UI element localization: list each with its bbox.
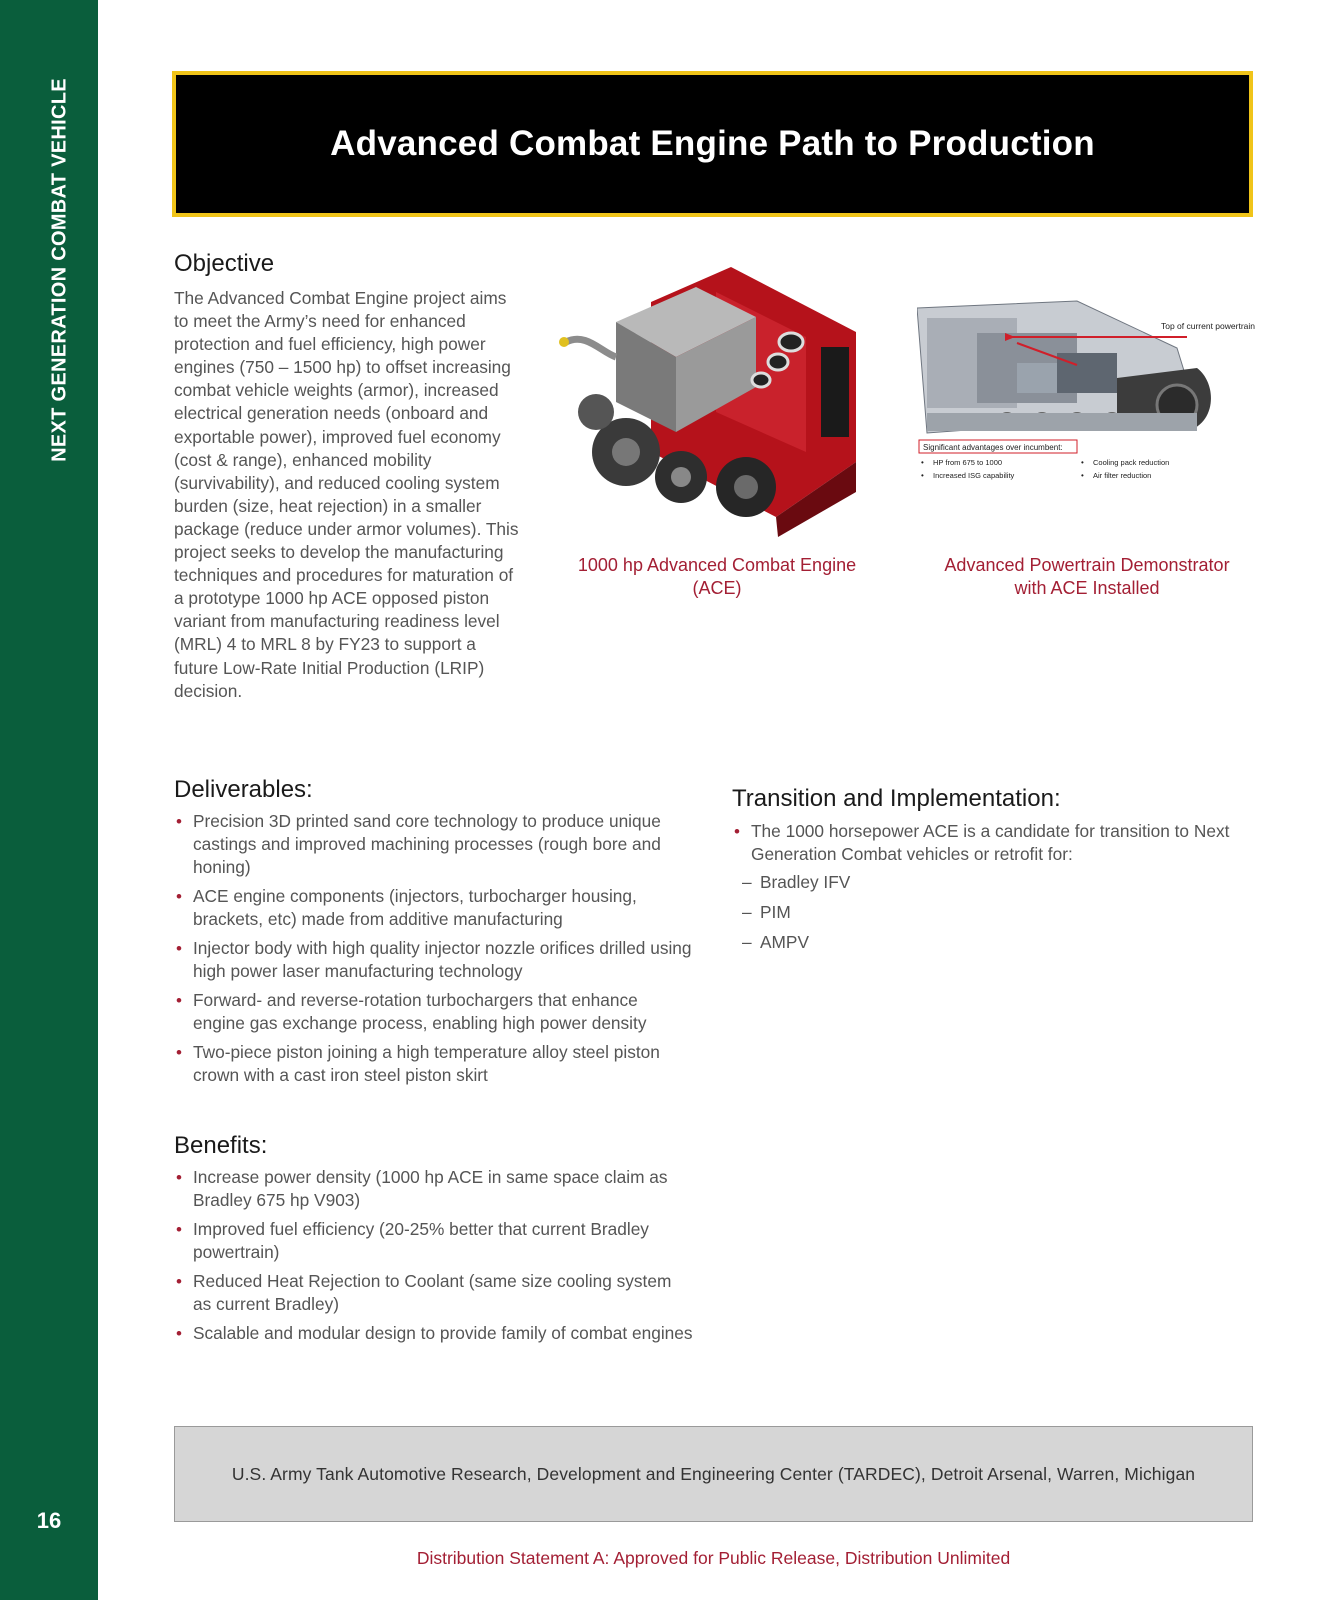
svg-text:•: • — [1081, 471, 1084, 480]
list-item: • Two-piece piston joining a high temperature alloy steel piston crown with a cast iron steel piston skirt — [176, 1042, 660, 1085]
ace-engine-image — [556, 262, 878, 537]
objective-text: The Advanced Combat Engine project aims to meet the Army’s need for enhanced protection and fuel efficiency, high power engines (750 – 1500 hp) to offset increasing combat vehicle weights (armor), increased electrical generation needs (onboard and exportable power), improved fuel economy (cost & range), enhanced mobility (survivability), and reduced cooling system burden (size, heat rejection) in a smaller package (reduce under armor volumes). This project seeks to develop the manufacturing techniques and procedures for maturation of a prototype 1000 hp ACE opposed piston variant from manufacturing readiness level (MRL) 4 to MRL 8 by FY23 to support a future Low-Rate Initial Production (LRIP) decision. — [174, 288, 519, 701]
vehicle-item: – PIM — [742, 902, 791, 922]
list-item: • ACE engine components (injectors, turbocharger housing, brackets, etc) made from additive manufacturing — [176, 886, 637, 929]
title-banner — [172, 71, 1253, 217]
ace-engine-caption-line1: 1000 hp Advanced Combat Engine — [577, 555, 857, 575]
list-item: • Increase power density (1000 hp ACE in same space claim as Bradley 675 hp V903) — [176, 1167, 668, 1210]
benefits-list — [174, 1166, 694, 1351]
list-item: • Improved fuel efficiency (20-25% better that current Bradley powertrain) — [176, 1219, 649, 1262]
objective-heading: Objective — [174, 250, 275, 277]
deliverables-list — [174, 810, 694, 1093]
bullet-icon: • — [176, 812, 182, 831]
benefits-heading: Benefits: — [174, 1132, 268, 1159]
vehicle-item: – Bradley IFV — [742, 872, 851, 892]
page-number: 16 — [36, 1508, 62, 1533]
bullet-icon: • — [176, 939, 182, 958]
transition-heading: Transition and Implementation: — [732, 785, 1061, 812]
organization-text: U.S. Army Tank Automotive Research, Development and Engineering Center (TARDEC), Detroit Arsenal, Warren, Michigan — [231, 1463, 1196, 1484]
list-item: • Precision 3D printed sand core technology to produce unique castings and improved machining processes (rough bore and honing) — [176, 811, 661, 877]
bullet-icon: • — [176, 1324, 182, 1343]
demonstrator-caption — [917, 554, 1257, 600]
dash-icon: – — [742, 932, 752, 952]
vehicle-item: – AMPV — [742, 932, 809, 952]
demo-box-title: Significant advantages over incumbent: — [923, 443, 1063, 452]
bullet-icon: • — [176, 1168, 182, 1187]
demo-callout-text: Top of current powertrain — [1160, 321, 1255, 331]
svg-text:•: • — [921, 471, 924, 480]
demo-point: HP from 675 to 1000 — [933, 458, 1003, 467]
demonstrator-illustration — [917, 293, 1257, 493]
side-bar — [0, 0, 98, 1600]
dash-icon: – — [742, 872, 752, 892]
dash-icon: – — [742, 902, 752, 922]
demonstrator-caption-line2: with ACE Installed — [1014, 578, 1160, 598]
demo-point: Air filter reduction — [1093, 471, 1152, 480]
engine-illustration — [556, 262, 878, 537]
list-item: • Injector body with high quality injector nozzle orifices drilled using high power laser manufacturing technology — [176, 938, 692, 981]
bullet-icon: • — [734, 822, 740, 841]
bullet-icon: • — [176, 1043, 182, 1062]
list-item: • Reduced Heat Rejection to Coolant (same size cooling system as current Bradley) — [176, 1271, 672, 1314]
deliverables-heading: Deliverables: — [174, 776, 313, 803]
bullet-icon: • — [176, 887, 182, 906]
list-item: • The 1000 horsepower ACE is a candidate for transition to Next Generation Combat vehicles or retrofit for: — [734, 821, 1230, 864]
bullet-icon: • — [176, 1272, 182, 1291]
svg-text:•: • — [921, 458, 924, 467]
powertrain-demonstrator-image — [917, 293, 1257, 493]
demo-point: Increased ISG capability — [933, 471, 1015, 480]
demo-point: Cooling pack reduction — [1093, 458, 1170, 467]
list-item: • Forward- and reverse-rotation turbochargers that enhance engine gas exchange process, enabling high power density — [176, 990, 647, 1033]
ace-engine-caption-line2: (ACE) — [692, 578, 742, 598]
ace-engine-caption — [556, 554, 878, 600]
demonstrator-caption-line1: Advanced Powertrain Demonstrator — [944, 555, 1230, 575]
svg-text:•: • — [1081, 458, 1084, 467]
page-title: Advanced Combat Engine Path to Production — [330, 124, 1095, 163]
bullet-icon: • — [176, 1220, 182, 1239]
side-bar-title: NEXT GENERATION COMBAT VEHICLE — [48, 78, 71, 462]
vehicle-list — [742, 871, 850, 961]
transition-list — [732, 820, 1232, 872]
list-item: • Scalable and modular design to provide family of combat engines — [176, 1323, 693, 1343]
organization-box — [174, 1426, 1253, 1522]
bullet-icon: • — [176, 991, 182, 1010]
distribution-statement: Distribution Statement A: Approved for Public Release, Distribution Unlimited — [416, 1548, 1011, 1568]
